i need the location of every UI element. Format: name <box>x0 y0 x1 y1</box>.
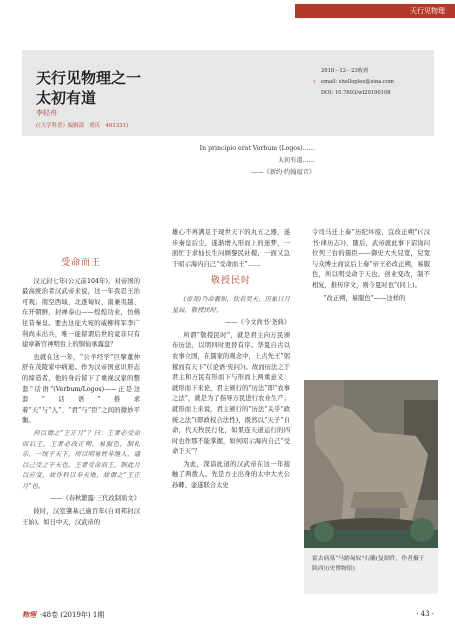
meta-doi[interactable]: DOI: 10.7693/wl20190108 <box>321 90 391 96</box>
epigraph-chinese: 太初有道…… <box>277 157 315 164</box>
figure-caption: 霍去病墓“马踏匈奴”石雕(复制件，作者摄于陕西历史博物馆) <box>304 548 438 594</box>
figure-photo <box>304 380 438 548</box>
page-number: · 43 · <box>416 610 434 618</box>
magazine-logo: 物理 <box>22 610 36 619</box>
article-title <box>36 68 141 108</box>
paragraph: 令司马迁上奏“历纪坏废，宜改正朔”(《汉书·律历志》)，随后，武帝就此事下诏询问位列三台的儒臣——御史大夫兒宽，兒宽与众博士商议后上奏“帝王必改正朔，易服色，所以明受命于天也。创业变改，制不相复，推传序文，则今夏时也”(同上)。 <box>312 229 430 289</box>
quote-source: ——《春秋繁露·三代改制质文》 <box>49 495 140 503</box>
epigraph-latin: In principio erat Verbum (Logos)…… <box>199 145 315 152</box>
email-icon: † <box>313 79 316 85</box>
paragraph: 所谓“敬授民时”，就是君主向万民颁布历法，以明四时更替有序。华夏自古以农事立国，在儒家的观念中，上古先王“躬稼而有天下”(《论语·宪问》)。故而历法之于君主和万民有形而下与形而上两重意义：就形而下来论，君主颁行的“历法”即“农事之法”，就是为了指导万民进行农业生产；就形而上来说，君主颁行的“历法”关乎“政统之法”(即政权合法性)，既然以“天子”自命，代天牧民行化，如果连天道运行的四时也作那不能掌握，如何昭示海内自己“受命于天”？ <box>172 331 290 456</box>
meta-date: 2018－12－23收到 <box>321 68 369 74</box>
title-line-2: 太初有道 <box>36 89 97 107</box>
magazine-issue: 物理 ·48卷 (2019年) 1期 <box>22 610 105 619</box>
paragraph: 为此，深谙此道的汉武帝在这一年接触了两拨人。先是方士出身的太中大夫公孙卿、壶遂联合太史 <box>172 460 290 490</box>
meta-email[interactable]: † email: shelloplee@sina.com <box>313 77 394 88</box>
paragraph: 汉元封七年(公元前104年)，对帝国的最高统治者汉武帝来说，这一年我忍王治可观；南空西域、北逐匈奴、南兼夷越、东开朝鲜，封禅泰山——煌煌功业，仿佛往昔秦皇。要去这征大宛的威柳将军李广利尚未出兵，唯一能留谓后世的竟非只有建章新宫神明台上的铜仙承露盘？ <box>22 277 140 349</box>
column-2 <box>172 228 290 494</box>
epigraph-source: ——《新约·约翰福音》 <box>251 169 315 176</box>
epigraph <box>200 143 315 179</box>
article-meta <box>313 66 394 99</box>
column-3 <box>312 228 430 306</box>
quote-source: ——《今文尚书·尧典》 <box>225 319 290 327</box>
paragraph: 彼时，汉室肇基已逾百年(自刘邦封汉王始)。如日中天，汉武帝的 <box>22 508 140 526</box>
running-head <box>0 0 455 22</box>
section-heading: 敬授民时 <box>210 276 251 287</box>
block-quote: 何以谓之“王正月”？曰：王者必受命而后王，王者必改正朔，易服色，制礼乐，一统于天下，所以明易姓非继人，通以己受之于天也。王者受命而王，制此月以应变，故作科以奉天地，故谓之“王正月”也。 <box>22 429 140 490</box>
section-heading: 受命而王 <box>60 258 101 268</box>
author-name: 李轻舟 <box>36 109 57 117</box>
title-line-1: 天行见物理之一 <box>36 69 142 87</box>
paragraph: 雄心不再满足于现世天下的丸五之器，遂步秦皇后尘，遂渐增入形而上的迷梦，一面忙于求仙长生问顾黎民社稷，一面又急于昭示海内自己“受命而王”…… <box>172 229 290 268</box>
running-head-label: 天行见物理 <box>410 7 445 15</box>
page-footer <box>22 610 434 624</box>
paragraph: 也就在这一年，“公羊经学”巨擘董仲舒在茂陵家中病逝。作为汉帝国意识形态的缔造者，他的身后留下了重视汉家的整套“话语”(Verbum/Logos)——正是这套“话语”推求着“天”与“人”、“君”与“臣”之间的微妙平衡。 <box>22 353 140 425</box>
column-1 <box>22 252 140 530</box>
author-affiliation: (《大学科普》编辑部 重庆 401331) <box>36 123 129 129</box>
paragraph: “改正朔，易服色”——这样的 <box>323 294 406 302</box>
block-quote: (帝尧)乃命羲和，钦若昊天，历象日月星辰，敬授民时。 <box>172 295 290 314</box>
horse-sculpture-image <box>304 380 438 548</box>
